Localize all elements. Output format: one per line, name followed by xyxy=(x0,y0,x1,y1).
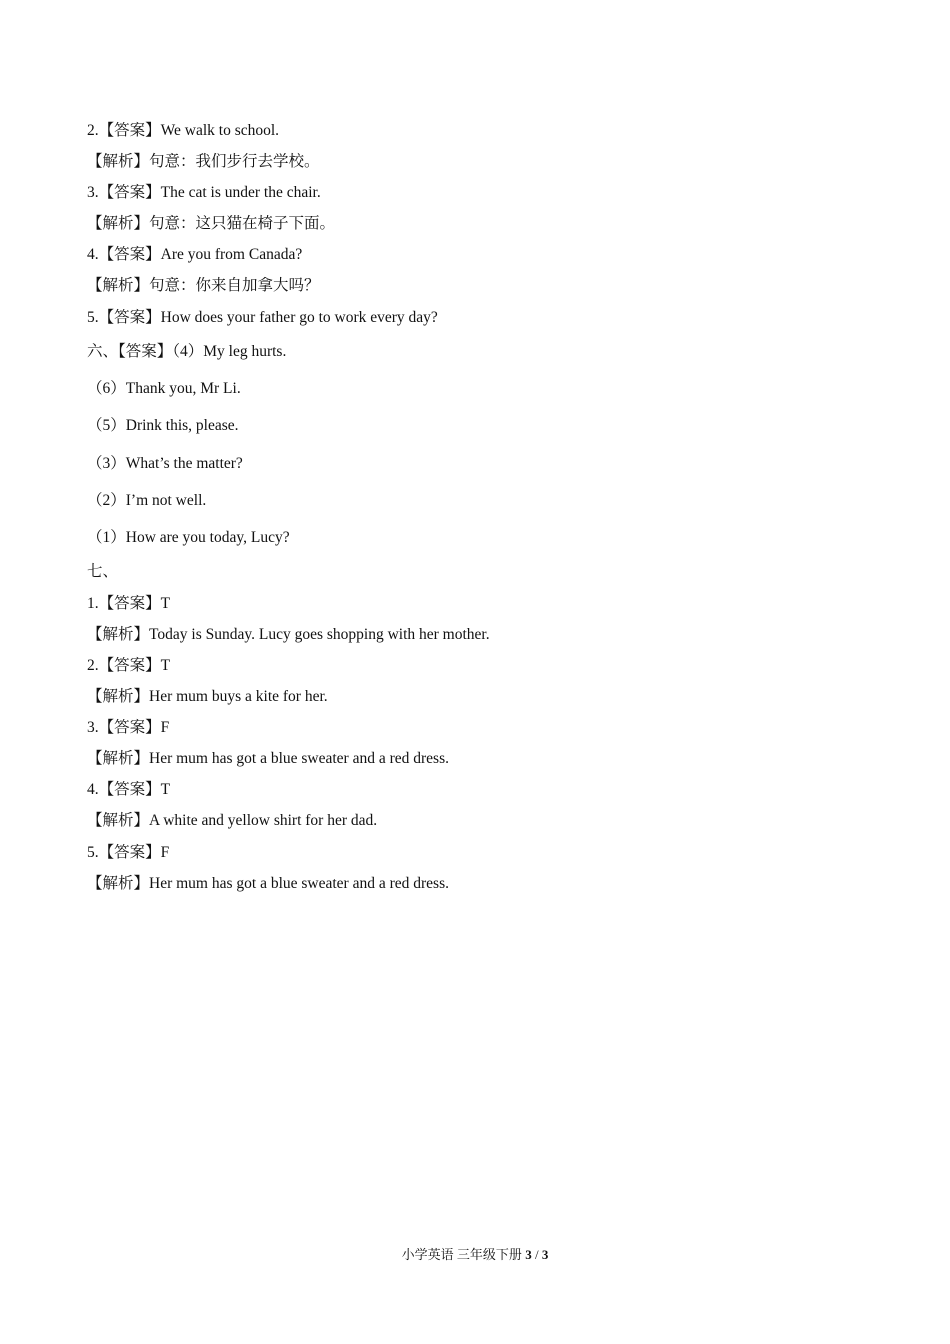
ordering-item: （6）Thank you, Mr Li. xyxy=(87,380,241,397)
ordering-item: （2）I’m not well. xyxy=(87,492,207,509)
answer-line: 2.【答案】We walk to school. xyxy=(87,122,280,139)
answer-line: 4.【答案】Are you from Canada? xyxy=(87,246,303,263)
answer-line: 5.【答案】How does your father go to work every day? xyxy=(87,309,438,326)
footer-page-current: 3 xyxy=(525,1247,532,1262)
answer-line: 3.【答案】F xyxy=(87,719,170,736)
footer-page-separator: / xyxy=(534,1247,539,1262)
analysis-line: 【解析】Her mum buys a kite for her. xyxy=(87,688,328,705)
analysis-line: 【解析】Today is Sunday. Lucy goes shopping with her mother. xyxy=(87,626,490,643)
analysis-line: 【解析】Her mum has got a blue sweater and a red dress. xyxy=(87,875,449,892)
answer-line: 2.【答案】T xyxy=(87,657,171,674)
ordering-item: （1）How are you today, Lucy? xyxy=(87,529,290,546)
answer-line: 4.【答案】T xyxy=(87,781,171,798)
answer-line: 5.【答案】F xyxy=(87,844,170,861)
analysis-line: 【解析】Her mum has got a blue sweater and a red dress. xyxy=(87,750,449,767)
ordering-item: （5）Drink this, please. xyxy=(87,417,239,434)
answer-line: 1.【答案】T xyxy=(87,595,171,612)
page-footer xyxy=(0,1246,950,1264)
ordering-item: （3）What’s the matter? xyxy=(87,455,243,472)
footer-page-total: 3 xyxy=(541,1247,549,1262)
analysis-line: 【解析】句意：这只猫在椅子下面。 xyxy=(87,215,336,232)
section-seven-heading: 七、 xyxy=(87,563,119,580)
answer-line: 3.【答案】The cat is under the chair. xyxy=(87,184,321,201)
section-six-heading: 六、【答案】（4）My leg hurts. xyxy=(87,343,287,360)
footer-subject: 小学英语 三年级下册 xyxy=(401,1247,522,1262)
analysis-line: 【解析】A white and yellow shirt for her dad. xyxy=(87,812,378,829)
analysis-line: 【解析】句意：你来自加拿大吗？ xyxy=(87,277,320,294)
analysis-line: 【解析】句意：我们步行去学校。 xyxy=(87,153,320,170)
